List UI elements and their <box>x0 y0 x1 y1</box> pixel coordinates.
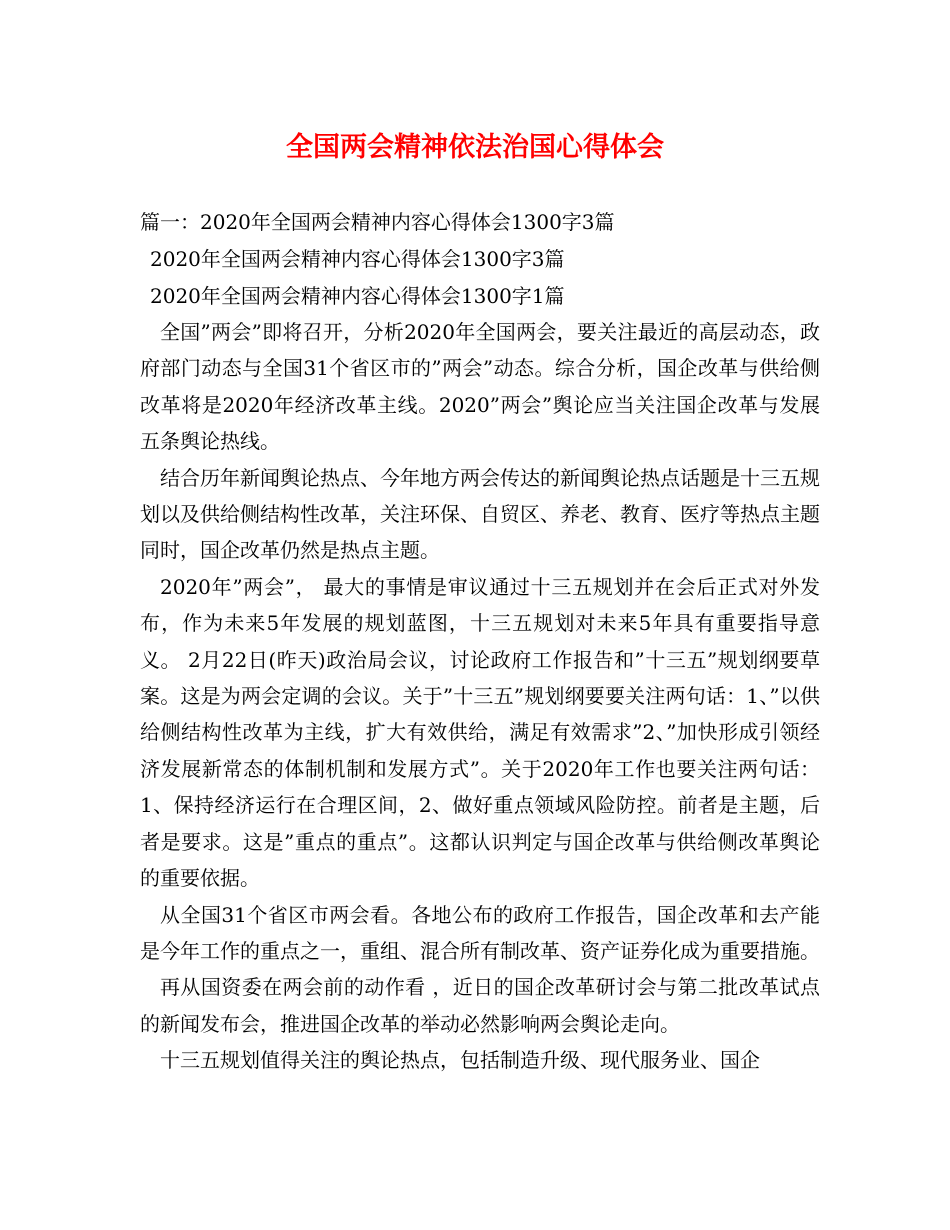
document-body <box>140 314 820 1079</box>
paragraph-5: 再从国资委在两会前的动作看 ，近日的国企改革研讨会与第二批改革试点的新闻发布会，推进国企改革的举动必然影响两会舆论走向。 <box>140 975 820 1036</box>
table-of-contents <box>140 204 820 315</box>
toc-line-1: 篇一：2020年全国两会精神内容心得体会1300字3篇 <box>140 210 615 234</box>
document-title: 全国两会精神依法治国心得体会 <box>286 132 664 163</box>
paragraph-3: 2020年”两会”， 最大的事情是审议通过十三五规划并在会后正式对外发布，作为未来5年发展的规划蓝图，十三五规划对未来5年具有重要指导意义。 2月22日(昨天)政治局会议，讨论政府工作报告和”十三五”规划纲要草案。这是为两会定调的会议。关于”十三五”规划纲要要关注两句话：1、”以供给侧结构性改革为主线，扩大有效供给，满足有效需求”2、”加快形成引领经济发展新常态的体制机制和发展方式”。关于2020年工作也要关注两句话：1、保持经济运行在合理区间，2、做好重点领域风险防控。前者是主题，后者是要求。这是”重点的重点”。这都认识判定与国企改革与供给侧改革舆论的重要依据。 <box>140 574 820 891</box>
paragraph-1: 全国”两会”即将召开，分析2020年全国两会，要关注最近的高层动态，政府部门动态与全国31个省区市的”两会”动态。综合分析，国企改革与供给侧改革将是2020年经济改革主线。2020”两会”舆论应当关注国企改革与发展五条舆论热线。 <box>140 320 820 454</box>
paragraph-6: 十三五规划值得关注的舆论热点，包括制造升级、现代服务业、国企 <box>160 1048 760 1073</box>
paragraph-4: 从全国31个省区市两会看。各地公布的政府工作报告，国企改革和去产能是今年工作的重点之一，重组、混合所有制改革、资产证券化成为重要措施。 <box>140 902 820 963</box>
paragraph-2: 结合历年新闻舆论热点、今年地方两会传达的新闻舆论热点话题是十三五规划以及供给侧结构性改革，关注环保、自贸区、养老、教育、医疗等热点主题同时，国企改革仍然是热点主题。 <box>140 465 820 563</box>
toc-line-2: 2020年全国两会精神内容心得体会1300字3篇 <box>150 247 565 271</box>
toc-line-3: 2020年全国两会精神内容心得体会1300字1篇 <box>150 284 565 308</box>
